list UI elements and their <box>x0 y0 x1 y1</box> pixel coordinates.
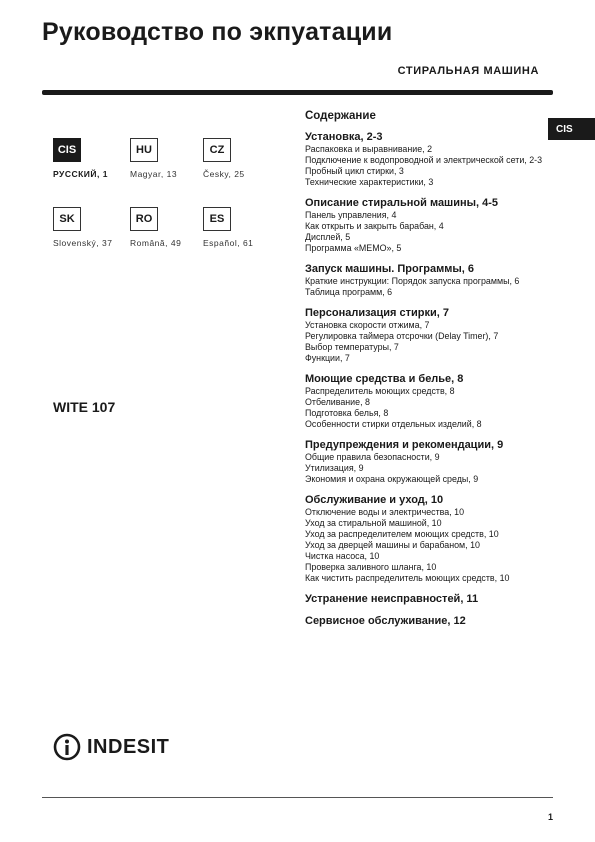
toc-section <box>305 262 555 298</box>
toc-section-title[interactable]: Описание стиральной машины, 4-5 <box>305 197 499 209</box>
toc-item[interactable]: Пробный цикл стирки, 3 <box>305 166 404 176</box>
toc-section <box>305 372 555 430</box>
language-sk[interactable] <box>53 207 125 248</box>
language-hu[interactable] <box>130 138 202 179</box>
toc-item[interactable]: Таблица программ, 6 <box>305 287 393 297</box>
language-label: РУССКИЙ, 1 <box>53 169 108 179</box>
toc-item[interactable]: Экономия и охрана окружающей среды, 9 <box>305 474 479 484</box>
toc-item[interactable]: Утилизация, 9 <box>305 463 364 473</box>
toc-item[interactable]: Чистка насоса, 10 <box>305 551 380 561</box>
language-code-box: CIS <box>53 138 81 162</box>
toc-item[interactable]: Установка скорости отжима, 7 <box>305 320 430 330</box>
toc-item[interactable]: Программа «MEMO», 5 <box>305 243 402 253</box>
toc-item[interactable]: Регулировка таймера отсрочки (Delay Timer), 7 <box>305 331 499 341</box>
language-es[interactable] <box>203 207 275 248</box>
language-cis[interactable] <box>53 138 125 179</box>
toc-section <box>305 614 555 628</box>
toc-section <box>305 196 555 254</box>
toc-section-title[interactable]: Установка, 2-3 <box>305 131 383 143</box>
toc-item[interactable]: Особенности стирки отдельных изделий, 8 <box>305 419 482 429</box>
toc-section-title[interactable]: Запуск машины. Программы, 6 <box>305 263 475 275</box>
language-cz[interactable] <box>203 138 275 179</box>
toc-section-title[interactable]: Сервисное обслуживание, 12 <box>305 615 466 627</box>
toc-section-title[interactable]: Устранение неисправностей, 11 <box>305 593 479 605</box>
table-of-contents <box>305 110 555 636</box>
toc-section-title[interactable]: Предупреждения и рекомендации, 9 <box>305 439 504 451</box>
toc-section <box>305 130 555 188</box>
toc-item[interactable]: Дисплей, 5 <box>305 232 351 242</box>
brand-logo <box>53 733 169 761</box>
toc-item[interactable]: Распределитель моющих средств, 8 <box>305 386 455 396</box>
toc-section-title[interactable]: Обслуживание и уход, 10 <box>305 494 444 506</box>
toc-item[interactable]: Панель управления, 4 <box>305 210 397 220</box>
toc-item[interactable]: Проверка заливного шланга, 10 <box>305 562 437 572</box>
toc-item[interactable]: Функции, 7 <box>305 353 350 363</box>
language-code-box: RO <box>130 207 158 231</box>
language-ro[interactable] <box>130 207 202 248</box>
toc-item[interactable]: Подготовка белья, 8 <box>305 408 389 418</box>
language-label: Magyar, 13 <box>130 169 178 179</box>
toc-item[interactable]: Отбеливание, 8 <box>305 397 370 407</box>
language-label: Español, 61 <box>203 238 254 248</box>
indesit-i-icon <box>53 733 81 761</box>
toc-item[interactable]: Уход за распределителем моющих средств, 10 <box>305 529 499 539</box>
toc-section-title[interactable]: Моющие средства и белье, 8 <box>305 373 464 385</box>
page-number: 1 <box>547 812 553 822</box>
language-code-box: CZ <box>203 138 231 162</box>
toc-section <box>305 493 555 584</box>
toc-section <box>305 592 555 606</box>
toc-heading: Содержание <box>305 110 376 122</box>
page-subtitle: СТИРАЛЬНАЯ МАШИНА <box>397 65 539 77</box>
language-label: Česky, 25 <box>203 169 245 179</box>
toc-section-title[interactable]: Персонализация стирки, 7 <box>305 307 450 319</box>
language-code-box: HU <box>130 138 158 162</box>
toc-item[interactable]: Как открыть и закрыть барабан, 4 <box>305 221 444 231</box>
bottom-divider <box>42 797 553 798</box>
model-name: WITE 107 <box>53 399 116 415</box>
language-code-box: ES <box>203 207 231 231</box>
toc-item[interactable]: Общие правила безопасности, 9 <box>305 452 440 462</box>
toc-item[interactable]: Выбор температуры, 7 <box>305 342 399 352</box>
language-label: Slovenský, 37 <box>53 238 113 248</box>
toc-item[interactable]: Отключение воды и электричества, 10 <box>305 507 465 517</box>
brand-wordmark: INDESIT <box>87 735 170 758</box>
language-code-box: SK <box>53 207 81 231</box>
language-label: Română, 49 <box>130 238 182 248</box>
toc-item[interactable]: Краткие инструкции: Порядок запуска программы, 6 <box>305 276 520 286</box>
toc-section <box>305 438 555 485</box>
language-side-tab: CIS <box>548 118 595 140</box>
page-title: Руководство по экпуатации <box>42 18 393 46</box>
toc-section <box>305 306 555 364</box>
toc-item[interactable]: Подключение к водопроводной и электрической сети, 2-3 <box>305 155 543 165</box>
toc-item[interactable]: Распаковка и выравнивание, 2 <box>305 144 433 154</box>
top-divider <box>42 90 553 95</box>
toc-item[interactable]: Технические характеристики, 3 <box>305 177 434 187</box>
toc-item[interactable]: Уход за стиральной машиной, 10 <box>305 518 442 528</box>
toc-item[interactable]: Уход за дверцей машины и барабаном, 10 <box>305 540 480 550</box>
toc-item[interactable]: Как чистить распределитель моющих средств, 10 <box>305 573 510 583</box>
